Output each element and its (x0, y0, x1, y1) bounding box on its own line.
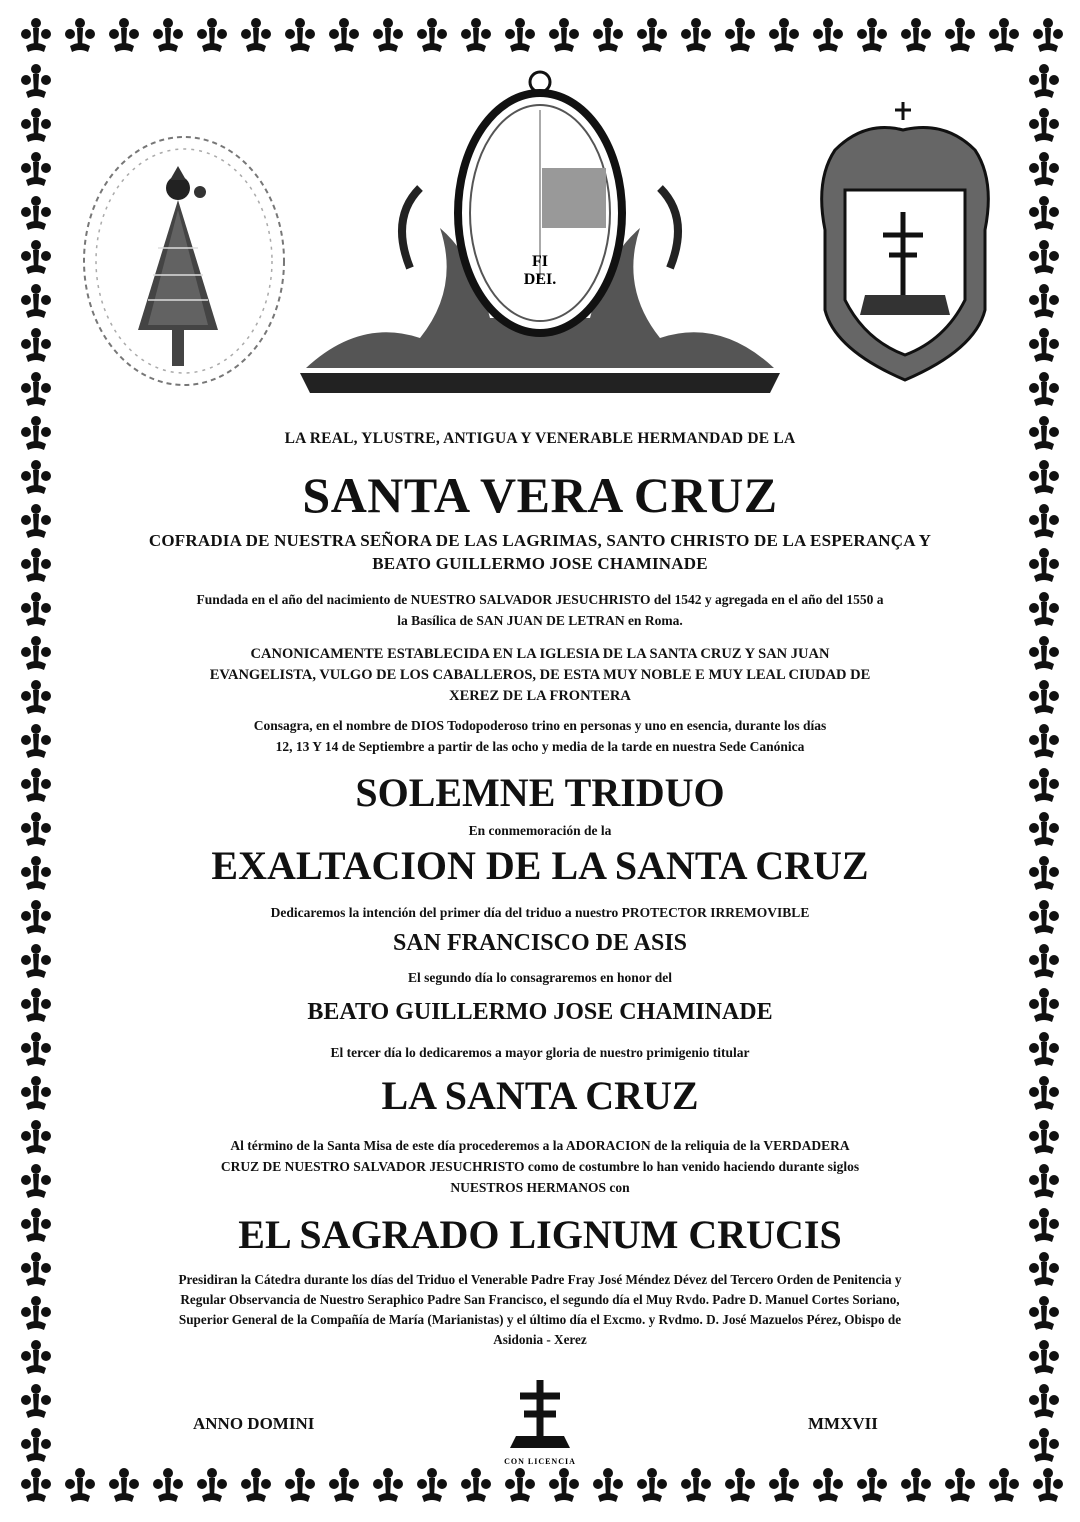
fleur-ornament-icon (1022, 368, 1066, 412)
cross-seal-icon (500, 1376, 580, 1466)
fleur-ornament-icon (850, 14, 894, 58)
fleur-ornament-icon (498, 1464, 542, 1508)
border-top (14, 14, 1066, 58)
fleur-ornament-icon (14, 896, 58, 940)
fleur-ornament-icon (718, 1464, 762, 1508)
fleur-ornament-icon (14, 456, 58, 500)
fleur-ornament-icon (938, 1464, 982, 1508)
relic-title: EL SAGRADO LIGNUM CRUCIS (238, 1212, 842, 1257)
border-right (1022, 60, 1066, 1462)
fleur-ornament-icon (14, 280, 58, 324)
adoracion-line-2: CRUZ DE NUESTRO SALVADOR JESUCHRISTO como de costumbre lo han venido haciendo durante siglos (220, 1159, 860, 1174)
fleur-ornament-icon (14, 588, 58, 632)
fleur-ornament-icon (14, 236, 58, 280)
fleur-ornament-icon (410, 1464, 454, 1508)
canonical-line-2: EVANGELISTA, VULGO DE LOS CABALLEROS, DE ESTA MUY NOBLE E MUY LEAL CIUDAD DE (209, 667, 871, 683)
fleur-ornament-icon (146, 1464, 190, 1508)
fleur-ornament-icon (14, 14, 58, 58)
day2-text: El segundo día lo consagraremos en honor del (408, 970, 672, 985)
adoracion-line-3: NUESTROS HERMANOS con (450, 1180, 630, 1195)
fleur-ornament-icon (1022, 324, 1066, 368)
fleur-ornament-icon (542, 14, 586, 58)
fleur-ornament-icon (14, 808, 58, 852)
fleur-ornament-icon (102, 14, 146, 58)
fleur-ornament-icon (58, 14, 102, 58)
fleur-ornament-icon (718, 14, 762, 58)
fleur-ornament-icon (366, 1464, 410, 1508)
presidents-line-2: Regular Observancia de Nuestro Seraphico Padre San Francisco, el segundo día el Muy Rvdo. Padre D. Manuel Cortes Soriano, (180, 1292, 900, 1307)
fleur-ornament-icon (278, 1464, 322, 1508)
fleur-ornament-icon (410, 14, 454, 58)
fleur-ornament-icon (14, 1248, 58, 1292)
fleur-ornament-icon (674, 14, 718, 58)
presidents-line-4: Asidonia - Xerez (493, 1332, 587, 1347)
foundation-line-2: la Basílica de SAN JUAN DE LETRAN en Roma. (397, 613, 683, 628)
fleur-ornament-icon (586, 14, 630, 58)
fleur-ornament-icon (1022, 676, 1066, 720)
fleur-ornament-icon (1022, 1380, 1066, 1424)
fleur-ornament-icon (1022, 632, 1066, 676)
fleur-ornament-icon (14, 192, 58, 236)
fleur-ornament-icon (1022, 720, 1066, 764)
adoracion-line-1: Al término de la Santa Misa de este día procederemos a la ADORACION de la reliquia de la VERDADERA (230, 1138, 850, 1153)
day3-text: El tercer día lo dedicaremos a mayor gloria de nuestro primigenio titular (330, 1045, 750, 1060)
fleur-ornament-icon (1022, 940, 1066, 984)
exaltacion-title: EXALTACION DE LA SANTA CRUZ (211, 843, 869, 888)
fleur-ornament-icon (102, 1464, 146, 1508)
fleur-ornament-icon (454, 14, 498, 58)
day1-text: Dedicaremos la intención del primer día del triduo a nuestro PROTECTOR IRREMOVIBLE (270, 905, 810, 920)
fleur-ornament-icon (234, 1464, 278, 1508)
border-left (14, 60, 58, 1462)
fleur-ornament-icon (1022, 236, 1066, 280)
fleur-ornament-icon (1022, 1160, 1066, 1204)
fleur-ornament-icon (1022, 984, 1066, 1028)
fleur-ornament-icon (14, 368, 58, 412)
fleur-ornament-icon (190, 1464, 234, 1508)
fleur-ornament-icon (1022, 1072, 1066, 1116)
fleur-ornament-icon (14, 1028, 58, 1072)
fleur-ornament-icon (322, 14, 366, 58)
fleur-ornament-icon (1022, 280, 1066, 324)
fleur-ornament-icon (630, 14, 674, 58)
fleur-ornament-icon (1022, 1204, 1066, 1248)
fleur-ornament-icon (498, 14, 542, 58)
day2-name: BEATO GUILLERMO JOSE CHAMINADE (307, 999, 773, 1025)
fleur-ornament-icon (1022, 808, 1066, 852)
fleur-ornament-icon (1022, 60, 1066, 104)
fleur-ornament-icon (1022, 148, 1066, 192)
fleur-ornament-icon (1022, 1424, 1066, 1462)
canonical-line-1: CANONICAMENTE ESTABLECIDA EN LA IGLESIA DE LA SANTA CRUZ Y SAN JUAN (250, 646, 830, 662)
fleur-ornament-icon (806, 14, 850, 58)
fleur-ornament-icon (234, 14, 278, 58)
fleur-ornament-icon (14, 764, 58, 808)
fleur-ornament-icon (1022, 104, 1066, 148)
day3-name: LA SANTA CRUZ (381, 1073, 699, 1118)
fleur-ornament-icon (14, 324, 58, 368)
fleur-ornament-icon (674, 1464, 718, 1508)
fleur-ornament-icon (630, 1464, 674, 1508)
fleur-ornament-icon (894, 1464, 938, 1508)
fleur-ornament-icon (982, 14, 1026, 58)
fleur-ornament-icon (1022, 456, 1066, 500)
fleur-ornament-icon (894, 14, 938, 58)
foundation-line-1: Fundada en el año del nacimiento de NUESTRO SALVADOR JESUCHRISTO del 1542 y agregada en el año del 1550 a (196, 592, 884, 607)
anno-domini: ANNO DOMINI (193, 1414, 315, 1433)
fleur-ornament-icon (14, 1116, 58, 1160)
crest-motto-1: FI (532, 253, 548, 270)
fleur-ornament-icon (762, 14, 806, 58)
fleur-ornament-icon (58, 1464, 102, 1508)
fleur-ornament-icon (14, 720, 58, 764)
fleur-ornament-icon (14, 984, 58, 1028)
fleur-ornament-icon (14, 632, 58, 676)
fleur-ornament-icon (322, 1464, 366, 1508)
triduo-title: SOLEMNE TRIDUO (355, 770, 725, 815)
fleur-ornament-icon (14, 1292, 58, 1336)
fleur-ornament-icon (982, 1464, 1026, 1508)
fleur-ornament-icon (14, 940, 58, 984)
day1-name: SAN FRANCISCO DE ASIS (392, 930, 688, 956)
main-title: SANTA VERA CRUZ (302, 467, 778, 523)
fleur-ornament-icon (14, 104, 58, 148)
fleur-ornament-icon (14, 1336, 58, 1380)
fleur-ornament-icon (14, 500, 58, 544)
fleur-ornament-icon (850, 1464, 894, 1508)
border-bottom (14, 1464, 1066, 1508)
fleur-ornament-icon (1026, 1464, 1066, 1508)
fleur-ornament-icon (1022, 1292, 1066, 1336)
fleur-ornament-icon (1022, 500, 1066, 544)
cofradia-line-1: COFRADIA DE NUESTRA SEÑORA DE LAS LAGRIMAS, SANTO CHRISTO DE LA ESPERANÇA Y (148, 531, 932, 550)
presidents-line-3: Superior General de la Compañía de María (Marianistas) y el último día el Excmo. y Rvdmo. D. José Mazuelos Pérez, Obispo de (178, 1312, 902, 1327)
fleur-ornament-icon (14, 676, 58, 720)
fleur-ornament-icon (1022, 852, 1066, 896)
fleur-ornament-icon (1026, 14, 1066, 58)
fleur-ornament-icon (454, 1464, 498, 1508)
fleur-ornament-icon (14, 148, 58, 192)
fleur-ornament-icon (14, 1464, 58, 1508)
fleur-ornament-icon (14, 1072, 58, 1116)
crest-motto-2: DEI. (523, 271, 557, 288)
fleur-ornament-icon (1022, 1248, 1066, 1292)
presidents-line-1: Presidiran la Cátedra durante los días del Triduo el Venerable Padre Fray José Méndez Dévez del Tercero Orden de Penitencia y (178, 1272, 902, 1287)
cofradia-line-2: BEATO GUILLERMO JOSE CHAMINADE (372, 554, 708, 573)
fleur-ornament-icon (1022, 588, 1066, 632)
licencia-label: CON LICENCIA (504, 1457, 576, 1466)
fleur-ornament-icon (1022, 1336, 1066, 1380)
consagra-line-1: Consagra, en el nombre de DIOS Todopoderoso trino en personas y uno en esencia, durante los días (253, 718, 827, 733)
fleur-ornament-icon (278, 14, 322, 58)
fleur-ornament-icon (14, 1204, 58, 1248)
fleur-ornament-icon (1022, 764, 1066, 808)
conmemoracion-line: En conmemoración de la (468, 823, 612, 838)
fleur-ornament-icon (14, 852, 58, 896)
fleur-ornament-icon (938, 14, 982, 58)
fleur-ornament-icon (806, 1464, 850, 1508)
consagra-line-2: 12, 13 Y 14 de Septiembre a partir de las ocho y media de la tarde en nuestra Sede Canónica (275, 739, 805, 754)
document-body (70, 60, 1010, 1462)
intro-line: LA REAL, YLUSTRE, ANTIGUA Y VENERABLE HERMANDAD DE LA (284, 430, 796, 447)
year-roman: MMXVII (808, 1414, 878, 1433)
fleur-ornament-icon (14, 1424, 58, 1462)
fleur-ornament-icon (366, 14, 410, 58)
fleur-ornament-icon (1022, 192, 1066, 236)
fleur-ornament-icon (190, 14, 234, 58)
fleur-ornament-icon (14, 544, 58, 588)
fleur-ornament-icon (1022, 896, 1066, 940)
fleur-ornament-icon (586, 1464, 630, 1508)
fleur-ornament-icon (1022, 412, 1066, 456)
fleur-ornament-icon (14, 412, 58, 456)
fleur-ornament-icon (14, 1380, 58, 1424)
fleur-ornament-icon (14, 1160, 58, 1204)
fleur-ornament-icon (1022, 544, 1066, 588)
canonical-line-3: XEREZ DE LA FRONTERA (449, 688, 631, 704)
fleur-ornament-icon (1022, 1028, 1066, 1072)
fleur-ornament-icon (1022, 1116, 1066, 1160)
fleur-ornament-icon (14, 60, 58, 104)
fleur-ornament-icon (762, 1464, 806, 1508)
fleur-ornament-icon (542, 1464, 586, 1508)
fleur-ornament-icon (146, 14, 190, 58)
